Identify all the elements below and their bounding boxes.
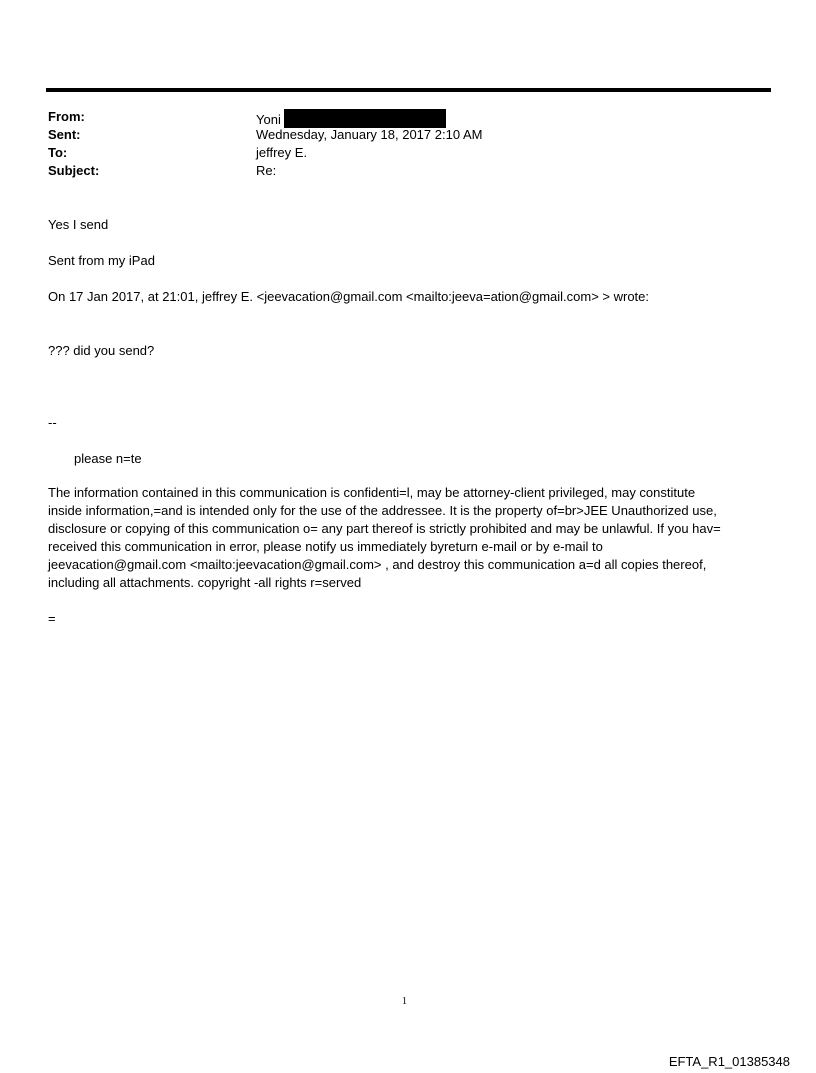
quote-attribution: On 17 Jan 2017, at 21:01, jeffrey E. <jeevacation@gmail.com <mailto:jeeva=ation@gmail.com> > wrote: — [48, 289, 650, 304]
subject-label: Subject: — [48, 163, 100, 178]
quoted-message: ??? did you send? — [48, 343, 155, 358]
to-value: jeffrey E. — [256, 145, 308, 160]
redaction-box — [284, 109, 446, 128]
disclaimer-line: disclosure or copying of this communication o= any part thereof is strictly prohibited and may be unlawful. If you hav= — [48, 521, 721, 536]
sent-value: Wednesday, January 18, 2017 2:10 AM — [256, 127, 483, 142]
sent-label: Sent: — [48, 127, 81, 142]
signature-separator: -- — [48, 415, 57, 430]
page-number: 1 — [402, 996, 407, 1007]
trailing-equals: = — [48, 611, 56, 626]
from-name: Yoni — [256, 112, 281, 127]
sent-from-signature: Sent from my iPad — [48, 253, 155, 268]
disclaimer-line: including all attachments. copyright -all rights r=served — [48, 575, 362, 590]
disclaimer-line: The information contained in this communication is confidenti=l, may be attorney-client privileged, may constitute — [48, 485, 696, 500]
from-value — [256, 109, 446, 128]
disclaimer-line: jeevacation@gmail.com <mailto:jeevacation@gmail.com> , and destroy this communication a=d all copies thereof, — [48, 557, 707, 572]
header-rule — [46, 88, 771, 92]
subject-value: Re: — [256, 163, 277, 178]
please-note: please n=te — [74, 451, 142, 466]
reply-text: Yes I send — [48, 217, 109, 232]
document-id: EFTA_R1_01385348 — [668, 1054, 790, 1069]
from-label: From: — [48, 109, 85, 124]
disclaimer-line: inside information,=and is intended only for the use of the addressee. It is the property of=br>JEE Unauthorized use, — [48, 503, 717, 518]
disclaimer-line: received this communication in error, please notify us immediately byreturn e-mail or by e-mail to — [48, 539, 603, 554]
confidentiality-disclaimer — [48, 484, 768, 592]
to-label: To: — [48, 145, 68, 160]
